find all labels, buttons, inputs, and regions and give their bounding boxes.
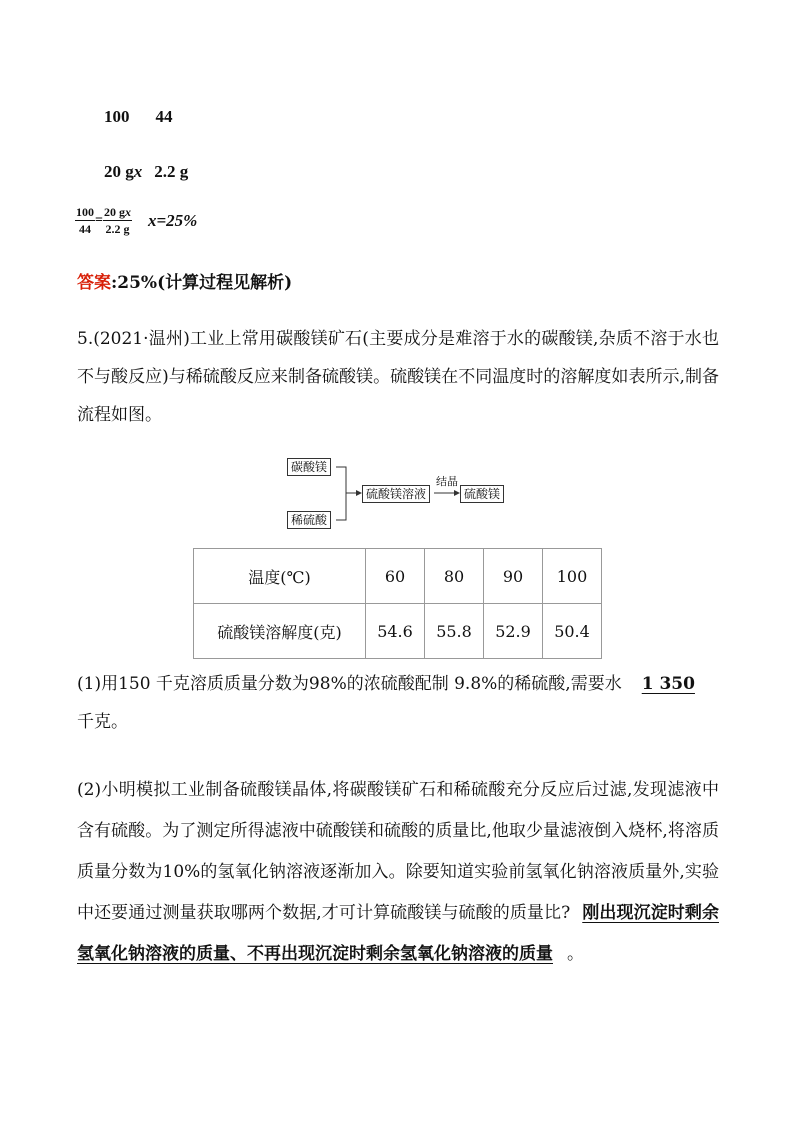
- fraction-left: $\frac{100}{44}$: [76, 205, 94, 236]
- flow-input-magnesium-carbonate: 碳酸镁: [287, 458, 331, 476]
- table-row: [194, 604, 602, 659]
- solubility-table: [193, 548, 602, 659]
- part1-answer: 1 350: [641, 674, 695, 694]
- part1-suffix: 千克。: [77, 712, 128, 732]
- flow-connector: [336, 467, 346, 520]
- part2-text: (2)小明模拟工业制备硫酸镁晶体,将碳酸镁矿石和稀硫酸充分反应后过滤,发现滤液中含有硫酸。为了测定所得滤液中硫酸镁和硫酸的质量比,他取少量滤液倒入烧杯,将溶质质量分数为10%的氢氧化钠溶液逐渐加入。除要知道实验前氢氧化钠溶液质量外,实验中还要通过测量获取哪两个数据,才可计算硫酸镁与硫酸的质量比?: [77, 780, 719, 923]
- equals-sign: =: [95, 212, 103, 228]
- calc-result: x=25%: [147, 210, 198, 230]
- table-cell: 100: [543, 549, 602, 604]
- answer-label: 答案: [77, 273, 111, 293]
- question-part1: [77, 665, 719, 741]
- question-part2: [77, 770, 719, 975]
- answer-text: :25%(计算过程见解析): [111, 273, 293, 293]
- calc-value: 20 g: [104, 162, 134, 181]
- calc-value: 44: [155, 107, 173, 126]
- calc-variable: x: [133, 162, 143, 181]
- table-cell: 90: [484, 549, 543, 604]
- flow-step-label: 结晶: [436, 475, 458, 488]
- calc-value: 100: [104, 107, 130, 126]
- flow-input-dilute-sulfuric-acid: 稀硫酸: [287, 511, 331, 529]
- table-cell: 50.4: [543, 604, 602, 659]
- table-cell: 54.6: [366, 604, 425, 659]
- table-header-temperature: 温度(℃): [194, 549, 366, 604]
- fraction-right: $\frac{20 gx}{2.2 g}$: [103, 205, 131, 236]
- part1-text: (1)用150 千克溶质质量分数为98%的浓硫酸配制 9.8%的稀硫酸,需要水: [77, 674, 622, 694]
- calc-value: 2.2 g: [154, 162, 189, 181]
- flow-output: 硫酸镁: [460, 485, 504, 503]
- question-intro: 5.(2021·温州)工业上常用碳酸镁矿石(主要成分是难溶于水的碳酸镁,杂质不溶于水也不与酸反应)与稀硫酸反应来制备硫酸镁。硫酸镁在不同温度时的溶解度如表所示,制备流程如图。: [77, 329, 719, 425]
- table-cell: 80: [425, 549, 484, 604]
- part2-answer: 刚出现沉淀时剩余氢氧化钠溶液的质量、不再出现沉淀时剩余氢氧化钠溶液的质量: [77, 903, 719, 964]
- table-row: [194, 549, 602, 604]
- table-cell: 60: [366, 549, 425, 604]
- part2-suffix: 。: [567, 944, 584, 964]
- table-header-solubility: 硫酸镁溶解度(克): [194, 604, 366, 659]
- table-cell: 52.9: [484, 604, 543, 659]
- table-cell: 55.8: [425, 604, 484, 659]
- flow-middle-solution: 硫酸镁溶液: [362, 485, 430, 503]
